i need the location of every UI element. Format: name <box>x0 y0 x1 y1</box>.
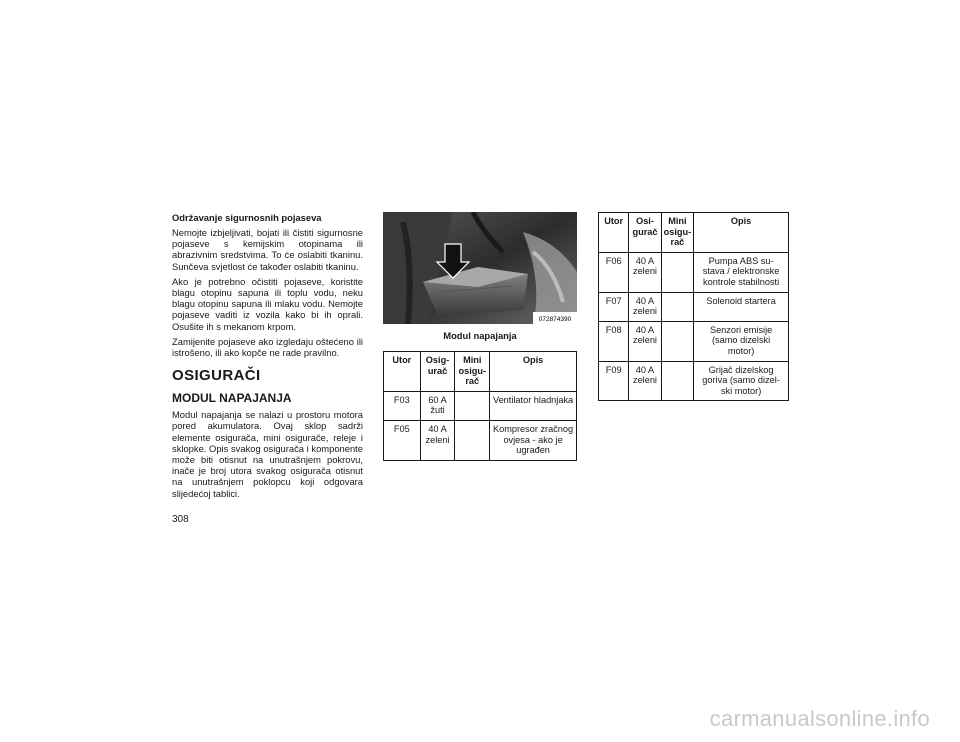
power-module-description: Modul napajanja se nalazi u prostoru motora pored akumulatora. Ovaj sklop sadrži elemente osigurača, mini osigurače, releje i sklopke. Opis svakog osigurača i komponente može biti otisnut na unutrašnjem pokrovu, inače je broj utora svakog osigurača otisnut na unutrašnjem poklopcu koji odgovara slijedećoj tablici. <box>172 409 363 499</box>
table-row <box>599 321 789 361</box>
table-cell: 40 A zeleni <box>629 252 661 292</box>
page-number: 308 <box>172 514 189 525</box>
subheading-seatbelt-care: Održavanje sigurnosnih pojaseva <box>172 212 322 223</box>
table-header-row <box>384 352 577 392</box>
subsection-title: MODUL NAPAJANJA <box>172 391 292 406</box>
column-header: Opis <box>490 352 577 392</box>
paragraph-1: Nemojte izbjeljivati, bojati ili čistiti sigurnosne pojaseve s kemijskim otopinama ili abrazivnim sredstvima. To će oslabiti tkaninu. Sunčeva svjetlost će također oslabiti tkaninu. <box>172 227 363 272</box>
fuse-table-1 <box>383 351 577 461</box>
table-row <box>599 292 789 321</box>
fuse-table-2 <box>598 212 789 401</box>
column-header: Mini osigu- rač <box>455 352 490 392</box>
left-column <box>172 212 363 503</box>
table-row <box>384 391 577 420</box>
table-cell: F07 <box>599 292 629 321</box>
table-cell: 60 A žuti <box>420 391 455 420</box>
paragraph-3: Zamijenite pojaseve ako izgledaju oštećeno ili istrošeno, ili ako kopče ne rade pravilno. <box>172 335 363 359</box>
table-cell <box>661 292 694 321</box>
table-cell <box>661 361 694 401</box>
table-cell: Kompresor zračnog ovjesa - ako je ugrađen <box>490 420 577 460</box>
engine-bay-photo <box>383 212 577 324</box>
table-row <box>599 361 789 401</box>
table-header-row <box>599 213 789 253</box>
table-cell <box>661 321 694 361</box>
table-cell: 40 A zeleni <box>629 321 661 361</box>
table-cell: Senzori emisije (samo dizelski motor) <box>694 321 789 361</box>
column-header: Opis <box>694 213 789 253</box>
table-cell <box>661 252 694 292</box>
right-column <box>598 212 789 401</box>
table-cell: Grijač dizelskog goriva (samo dizel- ski motor) <box>694 361 789 401</box>
table-cell: Ventilator hladnjaka <box>490 391 577 420</box>
table-cell: 40 A zeleni <box>420 420 455 460</box>
table-cell: F08 <box>599 321 629 361</box>
table-cell: F09 <box>599 361 629 401</box>
table-row <box>599 252 789 292</box>
photo-code: 072874390 <box>538 316 572 323</box>
watermark: carmanualsonline.info <box>709 706 930 731</box>
middle-column <box>383 212 577 461</box>
section-title: OSIGURAČI <box>172 367 261 385</box>
table-cell: F03 <box>384 391 421 420</box>
column-header: Osig- urač <box>420 352 455 392</box>
table-cell <box>455 420 490 460</box>
column-header: Utor <box>599 213 629 253</box>
table-cell: Solenoid startera <box>694 292 789 321</box>
paragraph-2: Ako je potrebno očistiti pojaseve, koristite blagu otopinu sapuna ili toplu vodu, neku blagu otopinu sapuna ili mlaku vodu. Nemojte pojaseve vaditi iz vozila kako bi ih oprali. Osušite ih s mekanom krpom. <box>172 275 363 332</box>
column-header: Utor <box>384 352 421 392</box>
table-cell: 40 A zeleni <box>629 361 661 401</box>
column-header: Mini osigu- rač <box>661 213 694 253</box>
table-cell: 40 A zeleni <box>629 292 661 321</box>
photo-caption: Modul napajanja <box>443 330 517 341</box>
table-cell: F05 <box>384 420 421 460</box>
column-header: Osi- gurač <box>629 213 661 253</box>
table-cell: Pumpa ABS su- stava / elektronske kontrole stabilnosti <box>694 252 789 292</box>
table-cell: F06 <box>599 252 629 292</box>
table-cell <box>455 391 490 420</box>
table-row <box>384 420 577 460</box>
